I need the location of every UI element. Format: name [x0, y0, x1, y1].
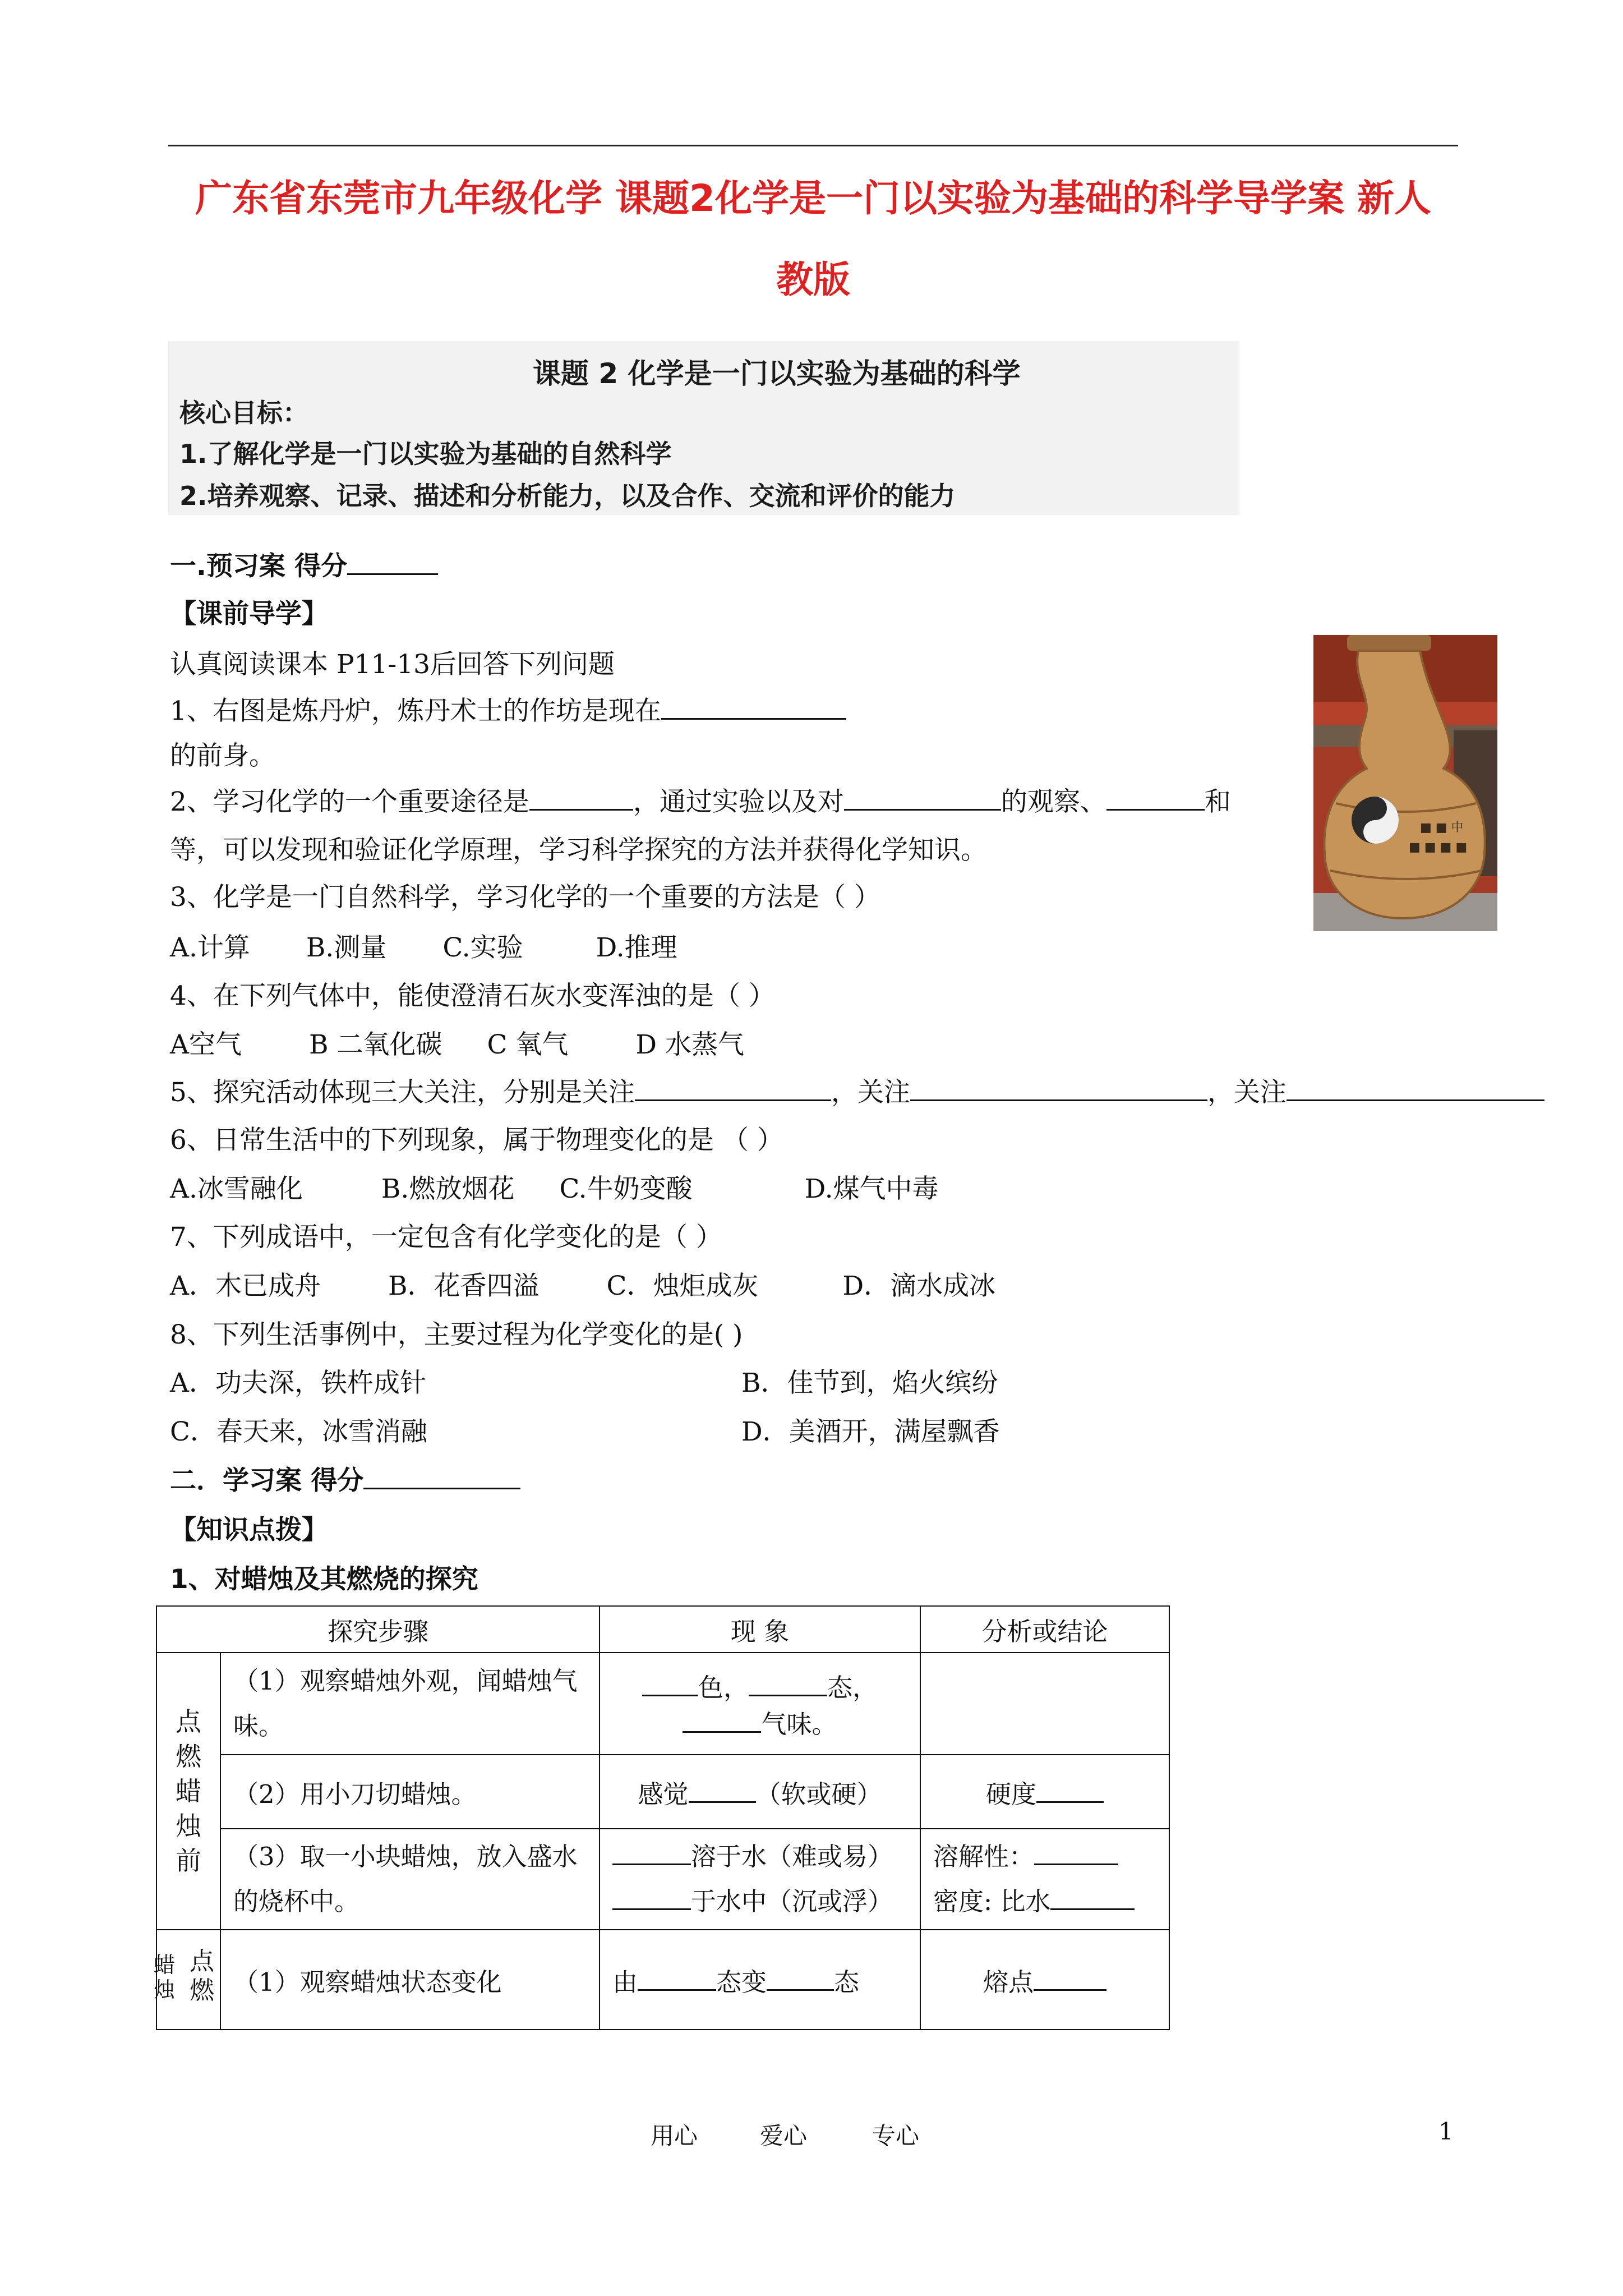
row3-solubility-line — [612, 1834, 907, 1879]
row3-text-b: 于水中（沉或浮） — [691, 1887, 893, 1916]
score-blank-2[interactable] — [363, 1461, 520, 1489]
subsection-candle: 1、对蜡烛及其燃烧的探究 — [170, 1564, 478, 1595]
svg-text:■ ■ 中: ■ ■ 中 — [1420, 821, 1464, 835]
goal-2: 2.培养观察、记录、描述和分析能力，以及合作、交流和评价的能力 — [179, 481, 956, 511]
question-6: 6、日常生活中的下列现象，属于物理变化的是 （ ） — [170, 1125, 783, 1156]
furnace-illustration — [1313, 635, 1497, 931]
goal-label: 核心目标： — [179, 398, 308, 428]
group-before-lighting — [156, 1653, 220, 1930]
q3-option-b[interactable]: B.测量 — [306, 932, 387, 963]
row1-text-b: 态， — [827, 1673, 878, 1703]
question-5-text-a: 5、探究活动体现三大关注，分别是关注 — [170, 1077, 635, 1108]
section-2-heading-text: 二．学习案 得分 — [170, 1465, 364, 1496]
row2-text-c: 硬度 — [985, 1779, 1036, 1809]
row2-step: （2）用小刀切蜡烛。 — [220, 1755, 600, 1829]
q6-option-a[interactable]: A.冰雪融化 — [170, 1174, 303, 1204]
q5-blank-2[interactable] — [910, 1073, 1207, 1101]
group-lighting — [156, 1930, 220, 2030]
table-row — [156, 1829, 1169, 1930]
question-2-text-b: ，通过实验以及对 — [633, 786, 844, 817]
question-5 — [170, 1071, 1544, 1109]
q8-option-a[interactable]: A．功夫深，铁杵成针 — [170, 1368, 426, 1398]
row4-text-b: 态变 — [716, 1967, 767, 1997]
q2-blank-3[interactable] — [1106, 783, 1205, 811]
alchemy-furnace-photo — [1313, 635, 1497, 931]
question-8: 8、下列生活事例中，主要过程为化学变化的是( ) — [170, 1319, 743, 1350]
row3-analysis — [920, 1829, 1169, 1930]
question-2 — [170, 781, 1231, 818]
question-2-text-c: 的观察、 — [1000, 786, 1106, 817]
q6-option-c[interactable]: C.牛奶变酸 — [559, 1174, 693, 1204]
smell-blank[interactable] — [683, 1706, 761, 1733]
question-1 — [170, 690, 846, 728]
q2-blank-1[interactable] — [529, 783, 633, 811]
q5-blank-3[interactable] — [1287, 1073, 1544, 1101]
row1-text-a: 色， — [698, 1673, 749, 1703]
q7-option-b[interactable]: B．花香四溢 — [388, 1271, 540, 1301]
q3-option-d[interactable]: D.推理 — [596, 932, 677, 963]
row3-phenomenon — [600, 1829, 920, 1930]
row2-text-a: 感觉 — [638, 1779, 689, 1809]
header-phenomenon: 现 象 — [600, 1606, 920, 1653]
solubility-conclusion-blank[interactable] — [1034, 1838, 1118, 1865]
from-state-blank[interactable] — [638, 1964, 716, 1991]
question-1-text: 1、右图是炼丹炉，炼丹术士的作坊是现在 — [170, 696, 661, 726]
document-title-line-2: 教版 — [776, 258, 850, 301]
solubility-blank[interactable] — [612, 1838, 691, 1865]
goal-1: 1.了解化学是一门以实验为基础的自然科学 — [179, 439, 672, 469]
document-title-line-1: 广东省东莞市九年级化学 课题2化学是一门以实验为基础的科学导学案 新人 — [195, 177, 1431, 220]
row3-step: （3）取一小块蜡烛，放入盛水的烧杯中。 — [220, 1829, 600, 1930]
table-row — [156, 1755, 1169, 1829]
question-5-text-b: ，关注 — [831, 1077, 910, 1108]
row3-float-line — [612, 1879, 907, 1924]
footer-motto-3: 专心 — [872, 2122, 920, 2150]
knowledge-tips-label: 【知识点拨】 — [170, 1515, 328, 1545]
section-2-heading — [170, 1460, 520, 1497]
group-before-lighting-text: 点燃蜡烛前 — [176, 1706, 201, 1876]
section-1-heading — [170, 545, 438, 583]
feel-blank[interactable] — [689, 1776, 756, 1803]
header-step: 探究步骤 — [156, 1606, 600, 1653]
question-2-text-a: 2、学习化学的一个重要途径是 — [170, 786, 529, 817]
question-7: 7、下列成语中，一定包含有化学变化的是（ ） — [170, 1222, 722, 1253]
row4-text-c: 态 — [834, 1967, 860, 1997]
q7-option-c[interactable]: C．烛炬成灰 — [606, 1271, 759, 1301]
footer-motto-1: 用心 — [651, 2122, 698, 2150]
float-blank[interactable] — [612, 1883, 691, 1910]
pre-study-guide-label: 【课前导学】 — [170, 599, 328, 629]
candle-experiment-table — [156, 1605, 1170, 2030]
table-row — [156, 1930, 1169, 2030]
question-4: 4、在下列气体中，能使澄清石灰水变浑浊的是（ ） — [170, 981, 775, 1011]
objectives-banner — [168, 341, 1239, 515]
reading-instruction: 认真阅读课本 P11-13后回答下列问题 — [170, 649, 615, 680]
q6-option-b[interactable]: B.燃放烟花 — [381, 1174, 515, 1204]
q7-option-d[interactable]: D．滴水成冰 — [842, 1271, 996, 1301]
q6-option-d[interactable]: D.煤气中毒 — [804, 1174, 939, 1204]
q4-option-a[interactable]: A空气 — [170, 1029, 242, 1060]
q3-option-c[interactable]: C.实验 — [442, 932, 523, 963]
to-state-blank[interactable] — [767, 1964, 834, 1991]
header-rule — [168, 145, 1458, 146]
melting-point-blank[interactable] — [1034, 1964, 1106, 1991]
banner-heading: 课题 2 化学是一门以实验为基础的科学 — [533, 357, 1021, 390]
table-header-row — [156, 1606, 1169, 1653]
table-row — [156, 1653, 1169, 1755]
row1-text-c: 气味。 — [761, 1709, 837, 1739]
question-1-cont: 的前身。 — [170, 740, 275, 771]
row3-solubility-conclusion — [933, 1834, 1156, 1879]
question-4-options — [170, 1024, 744, 1061]
score-blank-1[interactable] — [347, 547, 438, 575]
q8-option-d[interactable]: D．美酒开，满屋飘香 — [741, 1416, 1000, 1447]
color-blank[interactable] — [642, 1669, 698, 1696]
row4-phenomenon — [600, 1930, 920, 2030]
row3-text-a: 溶于水（难或易） — [691, 1842, 893, 1871]
q2-blank-2[interactable] — [844, 783, 1001, 811]
group-lighting-side: 蜡烛 — [154, 1953, 176, 2002]
q8-option-c[interactable]: C．春天来，冰雪消融 — [170, 1416, 427, 1447]
q4-option-c[interactable]: C 氧气 — [487, 1029, 569, 1060]
q7-option-a[interactable]: A．木已成舟 — [170, 1271, 321, 1301]
row1-analysis — [920, 1653, 1169, 1755]
q8-option-b[interactable]: B．佳节到，焰火缤纷 — [741, 1368, 998, 1398]
q3-option-a[interactable]: A.计算 — [170, 932, 250, 963]
page-number: 1 — [1438, 2118, 1454, 2145]
row2-analysis — [920, 1755, 1169, 1829]
svg-text:■ ■ ■ ■: ■ ■ ■ ■ — [1409, 840, 1468, 854]
row3-text-d: 密度: 比水 — [933, 1887, 1051, 1916]
row1-step: （1）观察蜡烛外观，闻蜡烛气味。 — [220, 1653, 600, 1755]
q5-blank-1[interactable] — [635, 1073, 831, 1101]
question-7-options — [170, 1265, 995, 1303]
row4-analysis — [920, 1930, 1169, 2030]
hardness-blank[interactable] — [1036, 1776, 1104, 1803]
density-blank[interactable] — [1050, 1883, 1135, 1910]
group-lighting-label: 点燃 — [190, 1947, 214, 2005]
question-3-options — [170, 927, 677, 964]
footer-motto-2: 爱心 — [760, 2122, 808, 2150]
question-2-text-d: 和 — [1204, 786, 1231, 817]
header-analysis: 分析或结论 — [920, 1606, 1169, 1653]
q4-option-d[interactable]: D 水蒸气 — [635, 1029, 744, 1060]
question-5-text-c: ，关注 — [1207, 1077, 1287, 1108]
row2-phenomenon — [600, 1755, 920, 1829]
row4-step: （1）观察蜡烛状态变化 — [220, 1930, 600, 2030]
question-2-cont: 等，可以发现和验证化学原理，学习科学探究的方法并获得化学知识。 — [170, 835, 987, 866]
state-blank[interactable] — [749, 1669, 827, 1696]
question-6-options — [170, 1168, 939, 1205]
row1-phenomenon — [600, 1653, 920, 1755]
row4-text-a: 由 — [612, 1967, 638, 1997]
q4-option-b[interactable]: B 二氧化碳 — [308, 1029, 442, 1060]
row3-density-conclusion — [933, 1879, 1156, 1924]
row4-text-d: 熔点 — [983, 1967, 1034, 1997]
section-1-heading-text: 一.预习案 得分 — [170, 551, 348, 582]
row2-text-b: （软或硬） — [755, 1779, 882, 1809]
question-3: 3、化学是一门自然科学，学习化学的一个重要的方法是（ ） — [170, 882, 880, 913]
q1-blank[interactable] — [661, 692, 846, 720]
row3-text-c: 溶解性： — [933, 1842, 1035, 1871]
